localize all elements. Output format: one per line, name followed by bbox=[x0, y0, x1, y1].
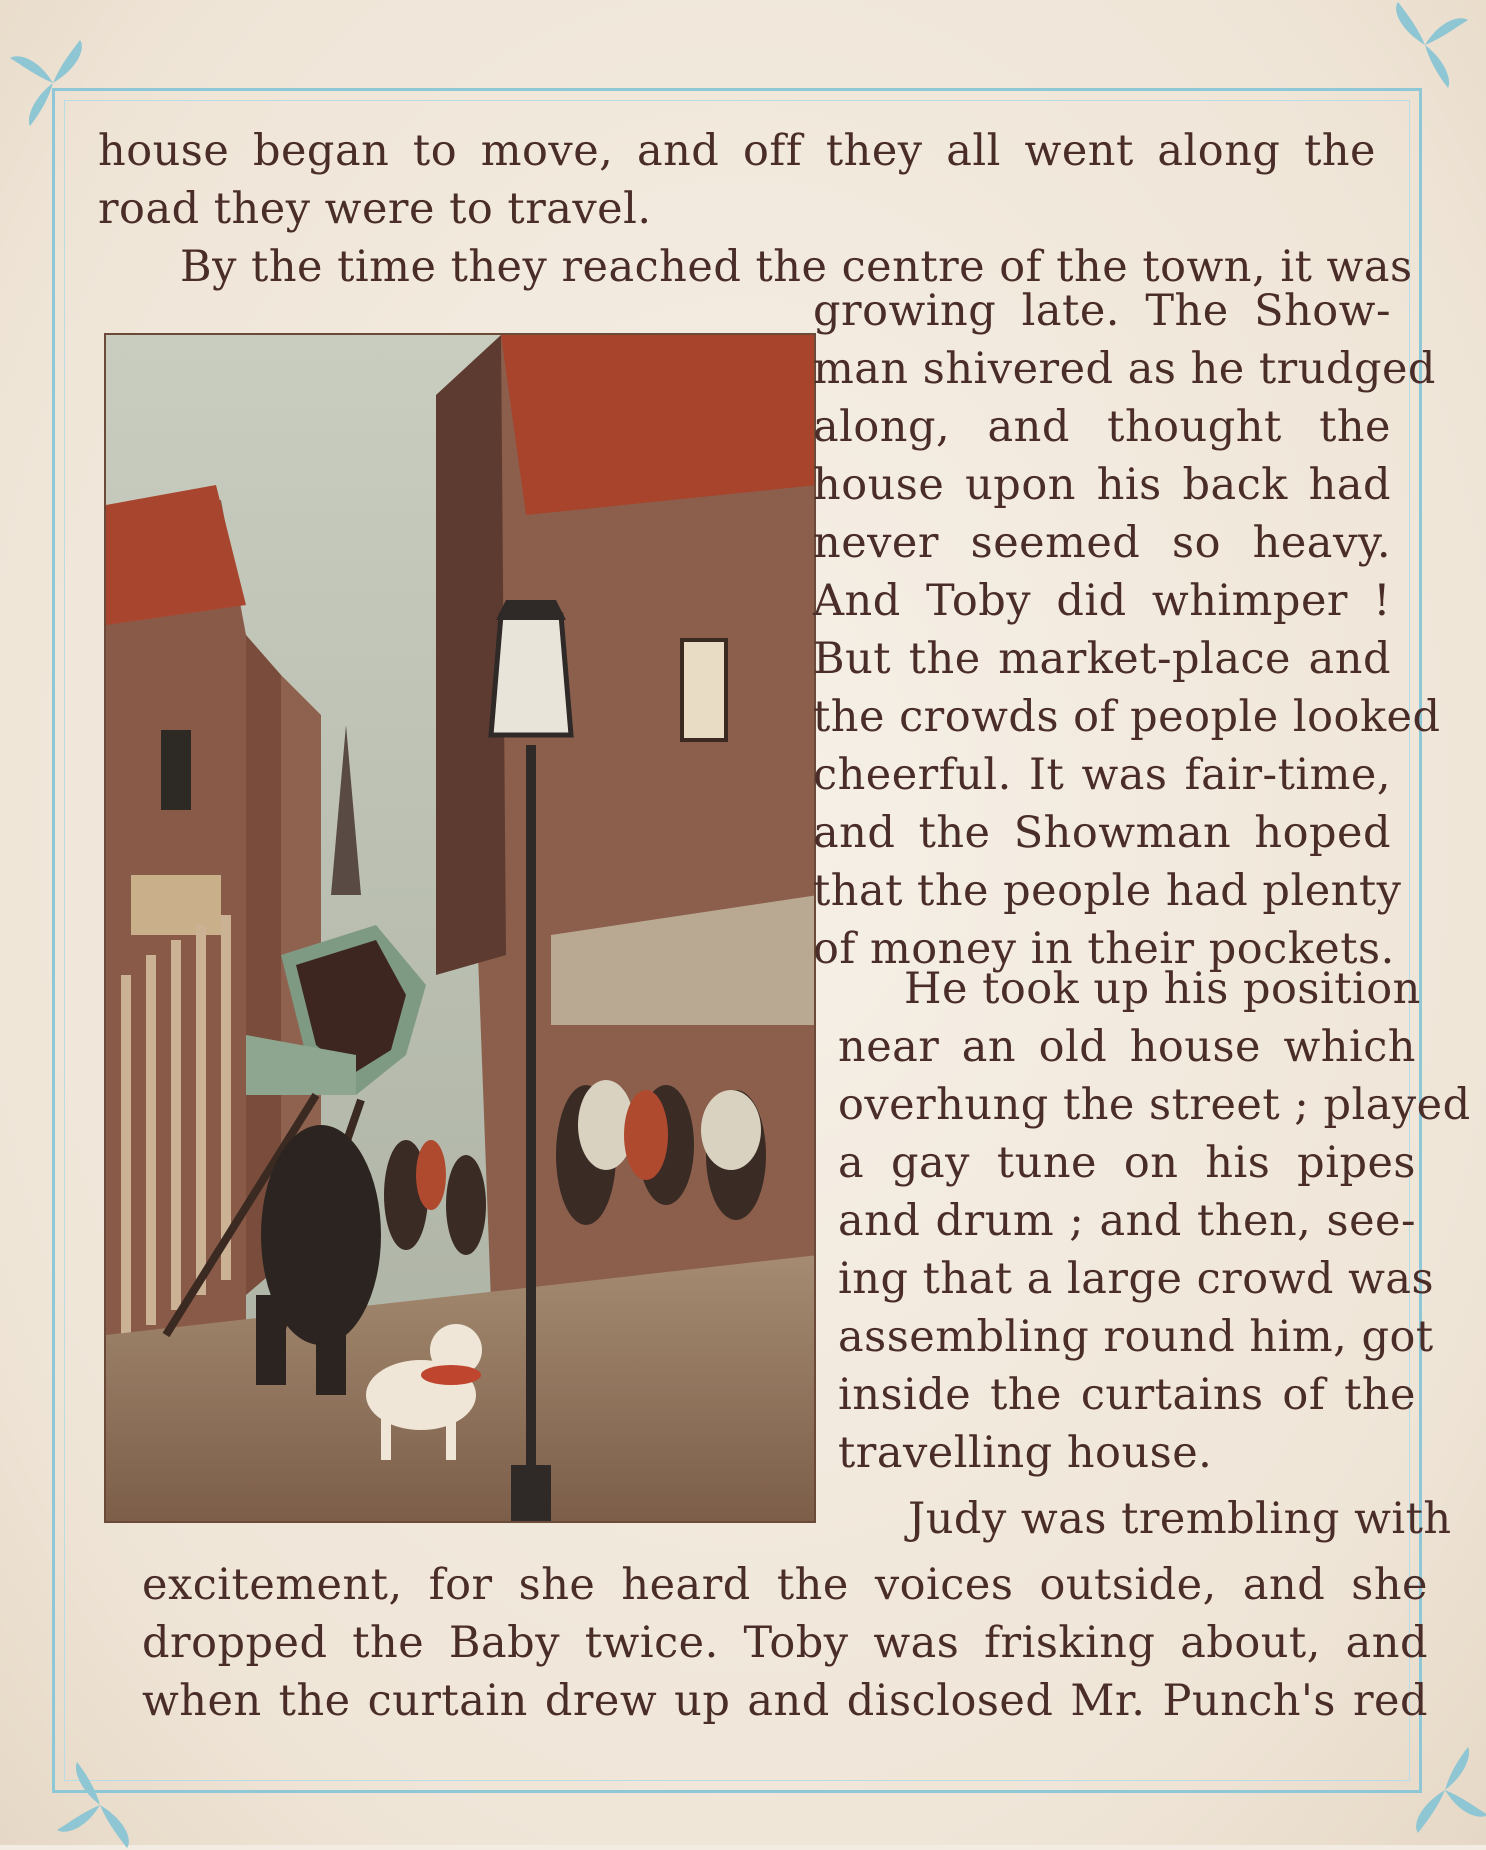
text-line: road they were to travel. bbox=[98, 184, 652, 234]
text-line: By the time they reached the centre of the town, it was bbox=[180, 242, 1413, 292]
text-line: of money in their pockets. bbox=[813, 924, 1395, 974]
text-line: cheerful. It was fair-time, bbox=[813, 750, 1391, 800]
text-line: near an old house which bbox=[838, 1022, 1416, 1072]
text-line: And Toby did whimper ! bbox=[813, 576, 1391, 626]
street-scene-illustration bbox=[104, 333, 816, 1523]
paragraph-judy-opening bbox=[838, 1490, 1452, 1548]
leaf-corner-icon bbox=[1380, 0, 1470, 90]
text-line: house upon his back had bbox=[813, 460, 1391, 510]
text-line: dropped the Baby twice. Toby was frisking about, and bbox=[142, 1618, 1428, 1668]
text-line: the crowds of people looked bbox=[813, 692, 1441, 742]
right-column-text bbox=[813, 282, 1441, 978]
text-line: never seemed so heavy. bbox=[813, 518, 1391, 568]
text-line: overhung the street ; played bbox=[838, 1080, 1471, 1130]
text-line: Judy was trembling with bbox=[908, 1494, 1452, 1544]
text-line: excitement, for she heard the voices outside, and she bbox=[142, 1560, 1428, 1610]
text-line: that the people had plenty bbox=[813, 866, 1402, 916]
text-line: and drum ; and then, see- bbox=[838, 1196, 1416, 1246]
text-line: ing that a large crowd was bbox=[838, 1254, 1435, 1304]
text-line: But the market-place and bbox=[813, 634, 1391, 684]
leaf-corner-icon bbox=[8, 38, 98, 128]
text-line: growing late. The Show- bbox=[813, 286, 1391, 336]
text-line: when the curtain drew up and disclosed Mr. Punch's red bbox=[142, 1676, 1428, 1726]
leaf-corner-icon bbox=[1400, 1745, 1486, 1835]
text-line: travelling house. bbox=[838, 1428, 1213, 1478]
text-line: a gay tune on his pipes bbox=[838, 1138, 1416, 1188]
text-line: assembling round him, got bbox=[838, 1312, 1434, 1362]
text-line: He took up his position bbox=[904, 964, 1421, 1014]
bottom-paragraph bbox=[142, 1556, 1428, 1730]
text-line: inside the curtains of the bbox=[838, 1370, 1416, 1420]
leaf-corner-icon bbox=[55, 1760, 145, 1850]
text-line: man shivered as he trudged bbox=[813, 344, 1436, 394]
text-line: along, and thought the bbox=[813, 402, 1391, 452]
top-paragraph bbox=[98, 122, 1376, 238]
text-line: and the Showman hoped bbox=[813, 808, 1391, 858]
text-line: house began to move, and off they all went along the bbox=[98, 126, 1376, 176]
paragraph-position bbox=[838, 960, 1471, 1482]
